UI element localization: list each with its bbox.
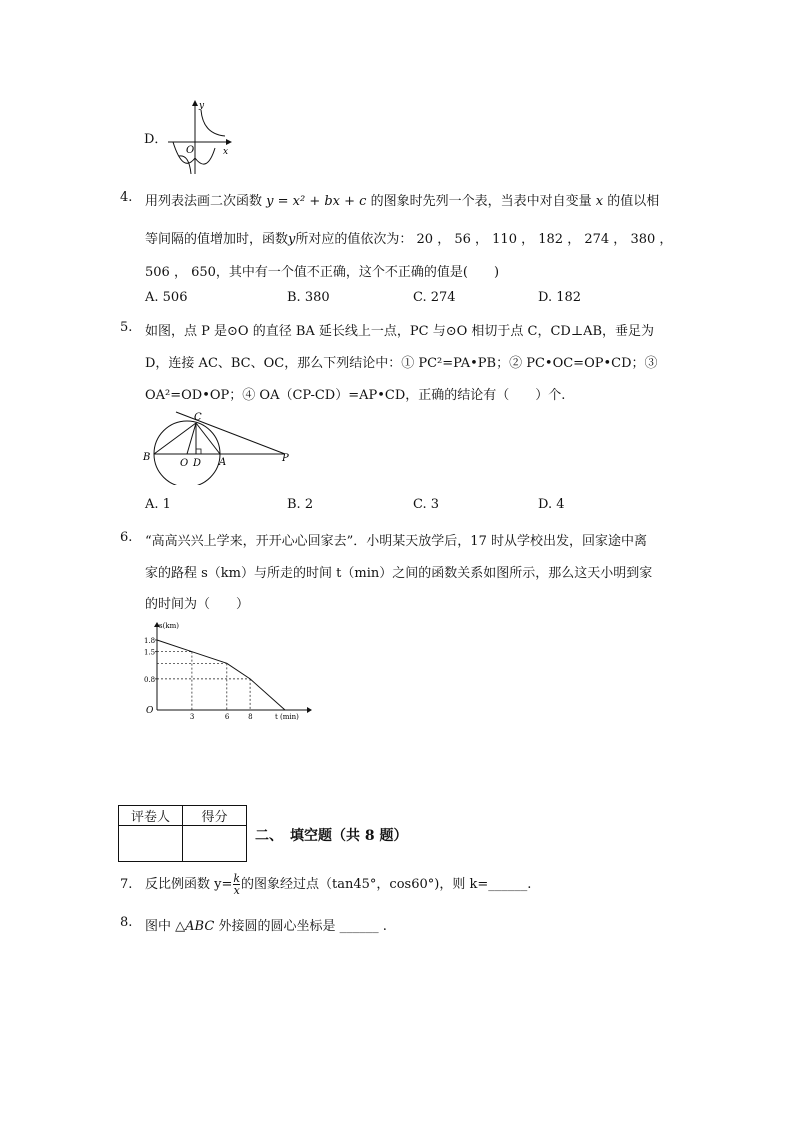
q4-var-y: y (288, 232, 296, 247)
q6-line-2: 家的路程 s（km）与所走的时间 t（min）之间的函数关系如图所示，那么这天小明到家 (145, 566, 653, 581)
q6-line-3: 的时间为（ ） (145, 597, 250, 612)
q4-line-3: 506 ， 650，其中有一个值不正确，这个不正确的值是( ) (145, 265, 500, 280)
score-header-grader: 评卷人 (119, 806, 183, 826)
chart-series-line (157, 640, 285, 710)
q4-line-1 (145, 190, 659, 209)
q4-number: 4. (120, 190, 133, 205)
q3-option-d-label: D． (144, 132, 168, 147)
q5-number: 5. (120, 320, 133, 335)
q4-option-d[interactable]: D. 182 (538, 290, 582, 305)
chart-origin-label: O (146, 706, 154, 716)
q7-frac-denominator: x (233, 884, 240, 897)
q4-value-2: 56 (454, 232, 471, 247)
q4-line1-c: 的值以相 (607, 194, 660, 209)
q5-circle-tangent-diagram (140, 410, 300, 485)
q4-value-3: 110 (492, 232, 517, 247)
score-header-score: 得分 (183, 806, 247, 826)
q5-option-b[interactable]: B. 2 (287, 497, 314, 512)
q8-triangle: △ABC (175, 919, 215, 934)
q5-line-2: D，连接 AC、BC、OC，那么下列结论中：① PC²=PA•PB；② PC•OC=OP•CD；③ (145, 356, 658, 371)
score-cell-grader[interactable] (119, 826, 183, 862)
q5-label-o: O (180, 458, 189, 469)
q5-line-1: 如图，点 P 是⊙O 的直径 BA 延长线上一点，PC 与⊙O 相切于点 C，CD⊥AB，垂足为 (145, 324, 655, 339)
q7-text-a: 反比例函数 y= (145, 877, 233, 892)
q4-line2-a: 等间隔的值增加时，函数 (145, 232, 289, 247)
score-cell-score[interactable] (183, 826, 247, 862)
q4-line3-b: 650 (191, 265, 216, 280)
q4-line-2: 等间隔的值增加时，函数y所对应的值依次为： 20 ， 56 ， 110 ， 182 ， 274 ， 380 ， (145, 232, 673, 247)
q3-option-d-graph (165, 98, 235, 176)
chart-y-tick-label: 1.5 (144, 648, 156, 657)
q4-option-b[interactable]: B. 380 (287, 290, 330, 305)
q4-var-x: x (595, 194, 604, 209)
q7-fraction (233, 873, 240, 896)
q4-value-5: 274 (584, 232, 610, 247)
chart-x-tick-label: 6 (224, 713, 230, 720)
chart-y-tick-label: 1.8 (144, 637, 156, 645)
q5-option-d[interactable]: D. 4 (538, 497, 565, 512)
q7-text-b: 的图象经过点（tan45°，cos60°)，则 k=______. (241, 877, 532, 892)
q4-line3-c: ，其中有一个值不正确，这个不正确的值是( ) (215, 265, 500, 280)
q8-line (145, 915, 387, 934)
q3-graph-y-label: y (199, 101, 205, 111)
q5-line-3: OA²=OD•OP；④ OA（CP-CD）=AP•CD，正确的结论有（ ）个. (145, 388, 566, 403)
q8-number: 8. (120, 915, 133, 930)
q6-number: 6. (120, 530, 133, 545)
q4-value-6: 380 (630, 232, 656, 247)
q4-line1-b: 的图象时先列一个表，当表中对自变量 (370, 194, 592, 209)
q3-graph-origin-label: O (186, 145, 195, 156)
q4-value-4: 182 (538, 232, 564, 247)
q4-value-1: 20 (416, 232, 434, 247)
q5-label-a: A (219, 457, 227, 468)
q7-number: 7. (120, 877, 133, 892)
q4-formula: y = x² + bx + c (266, 194, 367, 209)
q5-label-p: P (282, 453, 289, 464)
q5-label-c: C (194, 412, 202, 423)
chart-y-axis-label: s(km) (159, 622, 179, 630)
q4-line3-a: 506 (145, 265, 170, 280)
q6-line-1: “高高兴兴上学来，开开心心回家去”．小明某天放学后，17 时从学校出发，回家途中离 (145, 534, 647, 549)
chart-x-tick-label: 3 (189, 713, 195, 720)
q8-text-a: 图中 (145, 919, 172, 934)
score-table (118, 805, 247, 862)
chart-y-tick-label: 0.8 (144, 675, 156, 684)
q8-text-b: 外接圆的圆心坐标是 ______ . (218, 919, 387, 934)
q7-line (145, 873, 531, 896)
q6-distance-time-chart (140, 620, 320, 720)
q4-line1-a: 用列表法画二次函数 (145, 194, 263, 209)
q4-option-c[interactable]: C. 274 (413, 290, 456, 305)
q7-frac-numerator: k (233, 872, 241, 885)
q5-option-a[interactable]: A. 1 (145, 497, 171, 512)
chart-x-tick-label: 8 (248, 713, 253, 720)
q5-label-d: D (193, 458, 202, 469)
q3-graph-x-label: x (223, 147, 229, 157)
chart-x-axis-label: t (min) (275, 713, 299, 720)
q5-option-c[interactable]: C. 3 (413, 497, 440, 512)
q4-option-a[interactable]: A. 506 (145, 290, 188, 305)
section-2-title: 二、 填空题（共 8 题） (255, 828, 408, 844)
q4-line2-b: 所对应的值依次为： (295, 232, 413, 247)
q5-label-b: B (143, 452, 151, 463)
